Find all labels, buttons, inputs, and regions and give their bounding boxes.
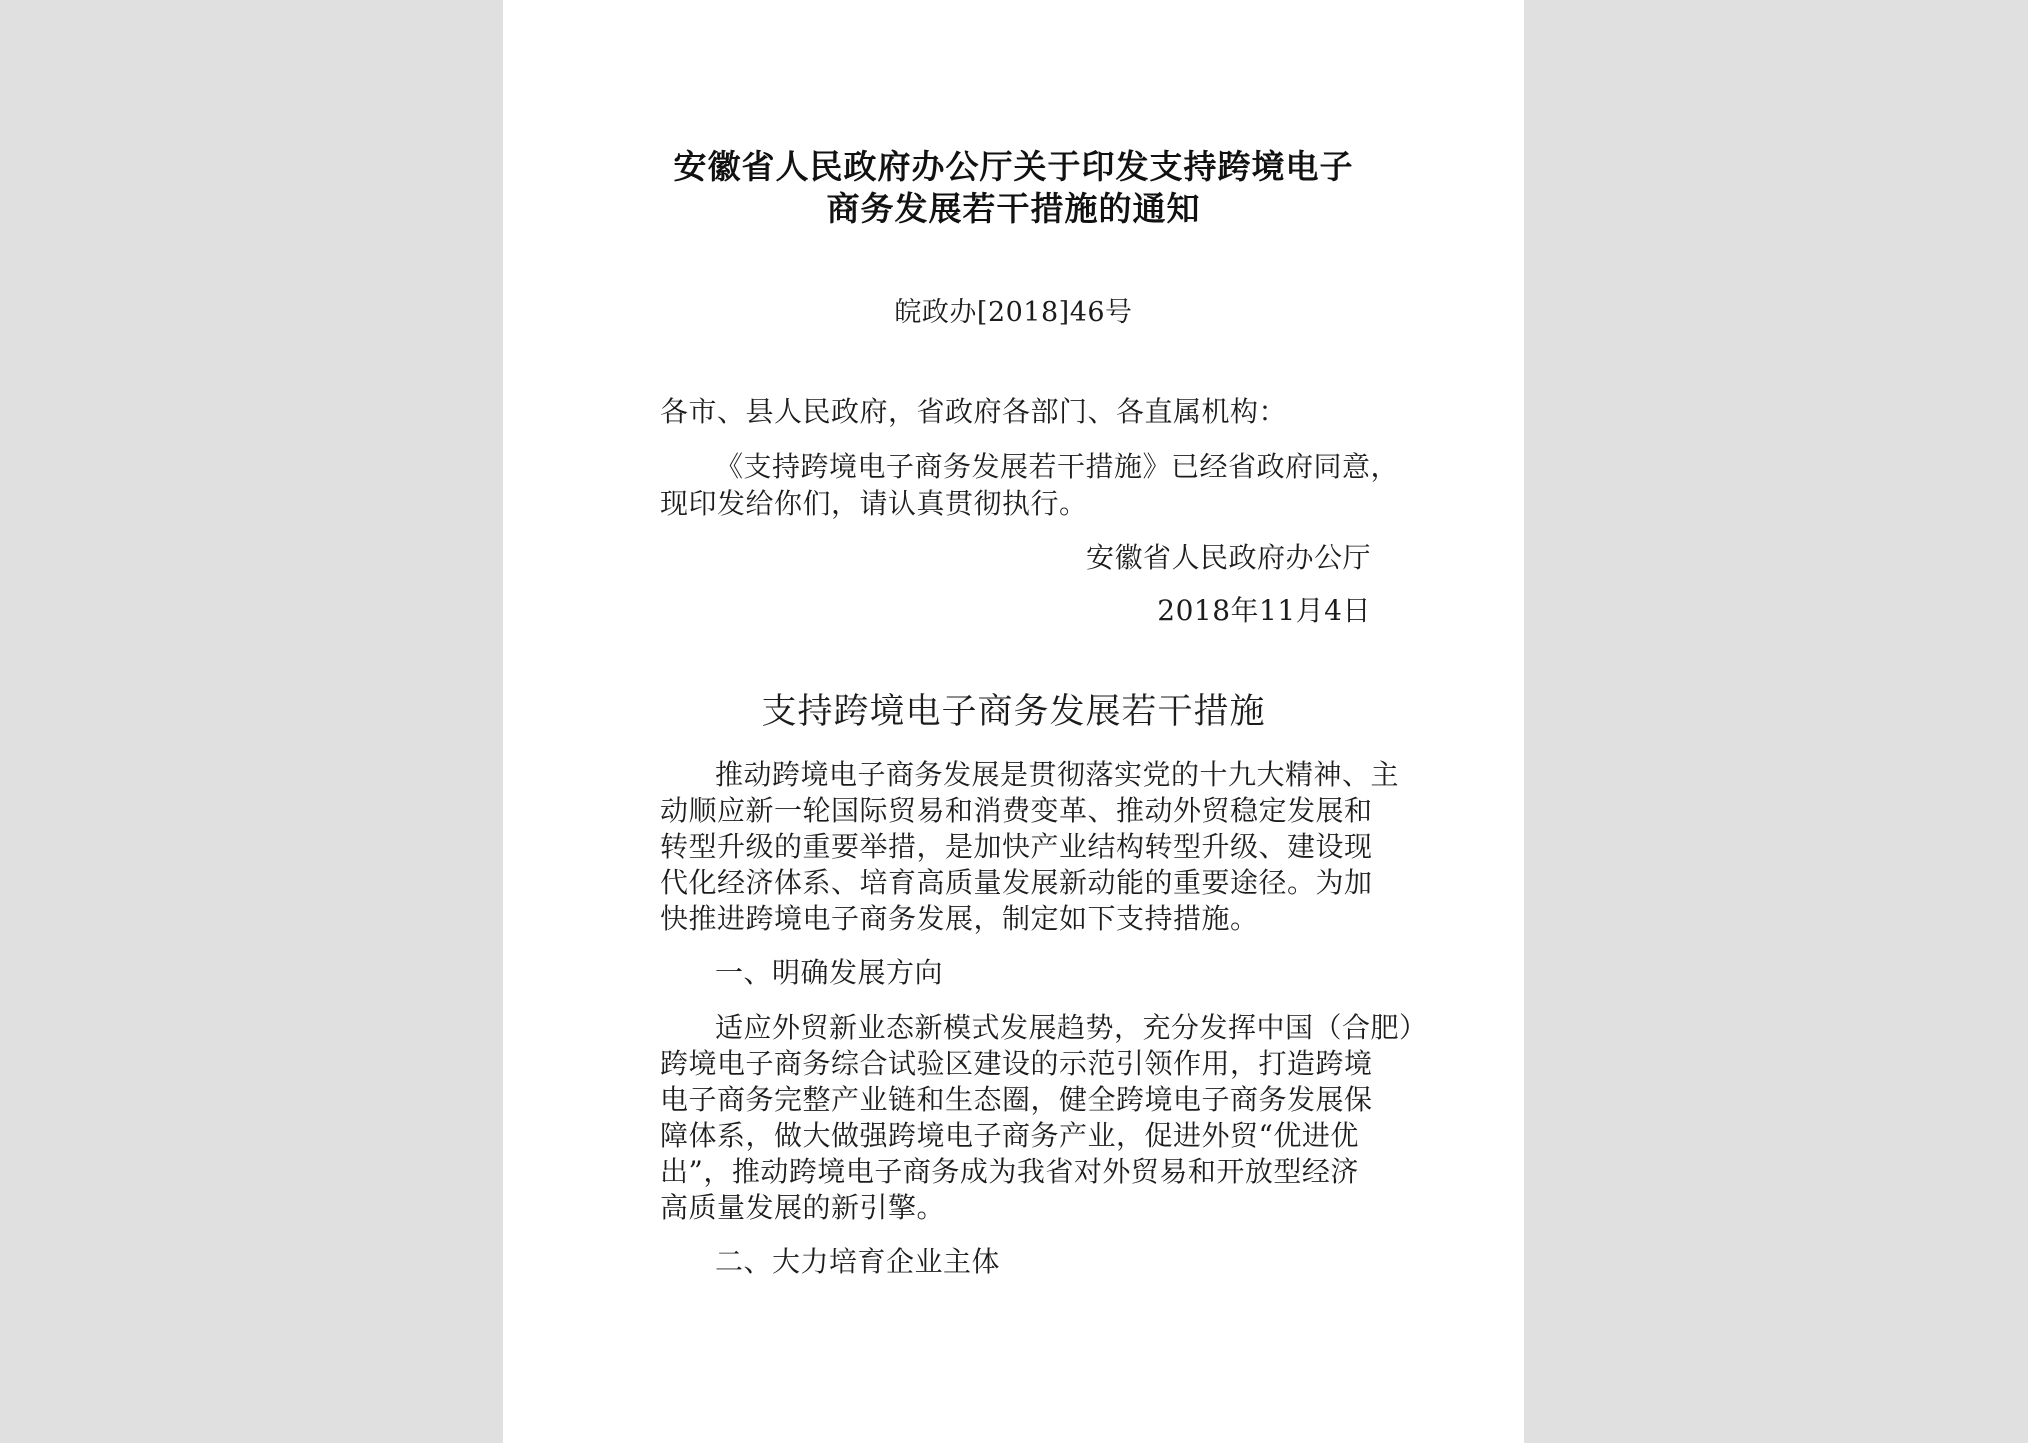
section-1-line: 适应外贸新业态新模式发展趋势，充分发挥中国（合肥） (715, 1011, 1428, 1044)
section-1-line: 高质量发展的新引擎。 (660, 1191, 946, 1224)
document-title-line-1: 安徽省人民政府办公厅关于印发支持跨境电子 (673, 147, 1354, 186)
measures-subtitle: 支持跨境电子商务发展若干措施 (761, 692, 1266, 732)
document-number: 皖政办[2018]46号 (894, 297, 1133, 328)
preamble-line: 动顺应新一轮国际贸易和消费变革、推动外贸稳定发展和 (660, 794, 1373, 827)
section-1-line: 出”，推动跨境电子商务成为我省对外贸易和开放型经济 (660, 1155, 1359, 1188)
intro-line-1: 《支持跨境电子商务发展若干措施》已经省政府同意， (715, 450, 1400, 483)
preamble-line: 快推进跨境电子商务发展，制定如下支持措施。 (660, 902, 1259, 935)
preamble-line: 转型升级的重要举措，是加快产业结构转型升级、建设现 (660, 830, 1373, 863)
issuer: 安徽省人民政府办公厅 (1085, 541, 1371, 574)
section-1-line: 障体系，做大做强跨境电子商务产业，促进外贸“优进优 (660, 1119, 1359, 1152)
document-page (503, 0, 1524, 1443)
preamble-line: 代化经济体系、培育高质量发展新动能的重要途径。为加 (660, 866, 1373, 899)
document-title-line-2: 商务发展若干措施的通知 (826, 189, 1201, 228)
preamble-line: 推动跨境电子商务发展是贯彻落实党的十九大精神、主 (715, 758, 1400, 791)
issue-date: 2018年11月4日 (1157, 594, 1371, 627)
section-1-heading: 一、明确发展方向 (715, 956, 944, 989)
section-1-line: 电子商务完整产业链和生态圈，健全跨境电子商务发展保 (660, 1083, 1373, 1116)
intro-line-2: 现印发给你们，请认真贯彻执行。 (660, 487, 1088, 520)
addressee: 各市、县人民政府，省政府各部门、各直属机构： (660, 395, 1288, 428)
section-1-line: 跨境电子商务综合试验区建设的示范引领作用，打造跨境 (660, 1047, 1373, 1080)
section-2-heading: 二、大力培育企业主体 (715, 1245, 1001, 1278)
